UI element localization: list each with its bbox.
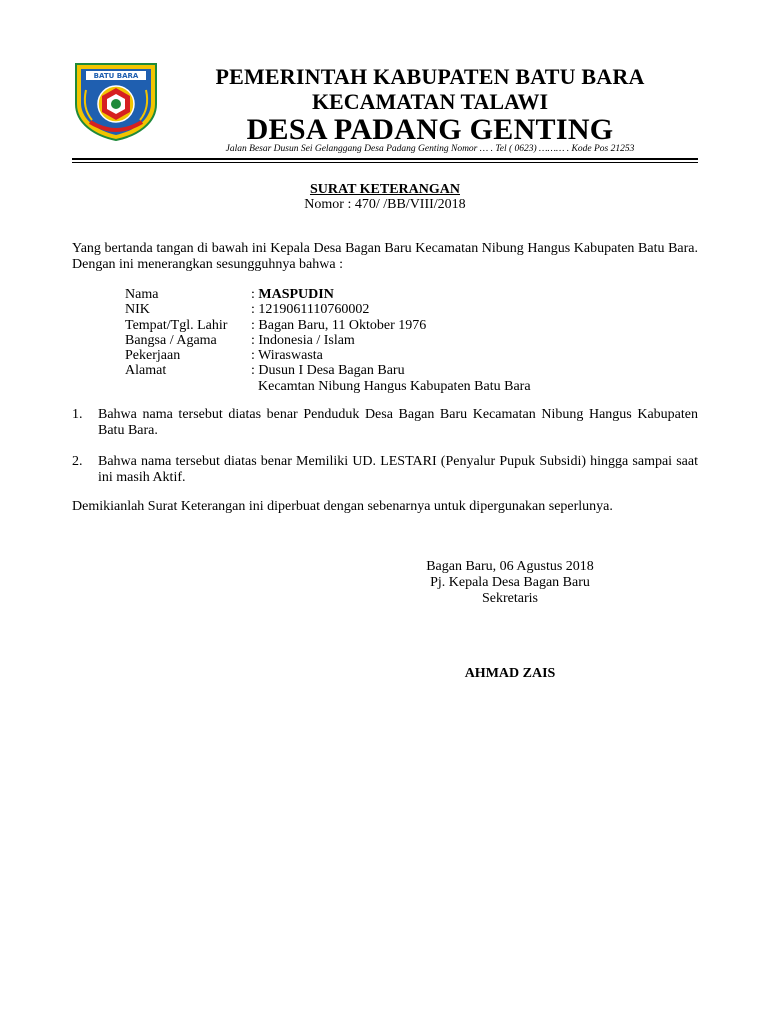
svg-text:BATU BARA: BATU BARA [93, 72, 139, 80]
field-value: : Wiraswasta [251, 348, 323, 364]
field-row [125, 287, 531, 302]
letter-title: SURAT KETERANGAN [309, 182, 460, 197]
letter-number: Nomor : 470/ /BB/VIII/2018 [304, 197, 466, 212]
field-row [125, 379, 531, 394]
letter-intro: Yang bertanda tangan di bawah ini Kepala Desa Bagan Baru Kecamatan Nibung Hangus Kabupaten Batu Bara. Dengan ini menerangkan sesungguhnya bahwa : [72, 241, 698, 272]
name-value: MASPUDIN [258, 287, 334, 302]
statement-number: 2. [72, 454, 83, 469]
signature-position: Pj. Kepala Desa Bagan Baru [430, 575, 590, 590]
header-district: KECAMATAN TALAWI [311, 89, 549, 114]
field-row [125, 333, 531, 348]
field-row [125, 348, 531, 363]
signatory-name: AHMAD ZAIS [464, 666, 556, 681]
field-label: Alamat [125, 363, 167, 379]
field-label: Pekerjaan [125, 348, 181, 364]
signature-role: Sekretaris [482, 591, 538, 606]
statement-text: Bahwa nama tersebut diatas benar Penduduk Desa Bagan Baru Kecamatan Nibung Hangus Kabupaten Batu Bara. [98, 407, 698, 438]
field-value: : Bagan Baru, 11 Oktober 1976 [251, 317, 427, 333]
field-value: : Dusun I Desa Bagan Baru [251, 363, 405, 379]
batu-bara-emblem-icon [72, 60, 160, 142]
letter-closing: Demikianlah Surat Keterangan ini diperbuat dengan sebenarnya untuk dipergunakan seperlunya. [72, 499, 613, 514]
header-government: PEMERINTAH KABUPATEN BATU BARA [215, 64, 645, 89]
header-divider-thick [72, 158, 698, 160]
field-value: Kecamtan Nibung Hangus Kabupaten Batu Bara [251, 378, 531, 394]
identity-fields [125, 287, 531, 394]
field-value: : MASPUDIN [251, 287, 334, 302]
field-label: Tempat/Tgl. Lahir [125, 317, 228, 333]
field-value: : 1219061110760002 [251, 302, 370, 318]
statement-item [72, 454, 698, 486]
header-address: Jalan Besar Dusun Sei Gelanggang Desa Padang Genting Nomor … . Tel ( 0623) ……… . Kode Pos 21253 [225, 144, 635, 154]
signature-place-date: Bagan Baru, 06 Agustus 2018 [426, 559, 594, 574]
statement-text: Bahwa nama tersebut diatas benar Memiliki UD. LESTARI (Penyalur Pupuk Subsidi) hingga sampai saat ini masih Aktif. [98, 454, 698, 485]
field-label [125, 379, 251, 394]
field-value: : Indonesia / Islam [251, 332, 355, 348]
statement-item [72, 407, 698, 439]
field-row [125, 318, 531, 333]
field-label: Nama [125, 287, 159, 302]
field-row [125, 302, 531, 317]
field-label: NIK [125, 302, 150, 318]
statement-number: 1. [72, 407, 83, 422]
header-divider-thin [72, 162, 698, 163]
header-village: DESA PADANG GENTING [246, 113, 614, 146]
field-row [125, 363, 531, 378]
field-label: Bangsa / Agama [125, 332, 217, 348]
